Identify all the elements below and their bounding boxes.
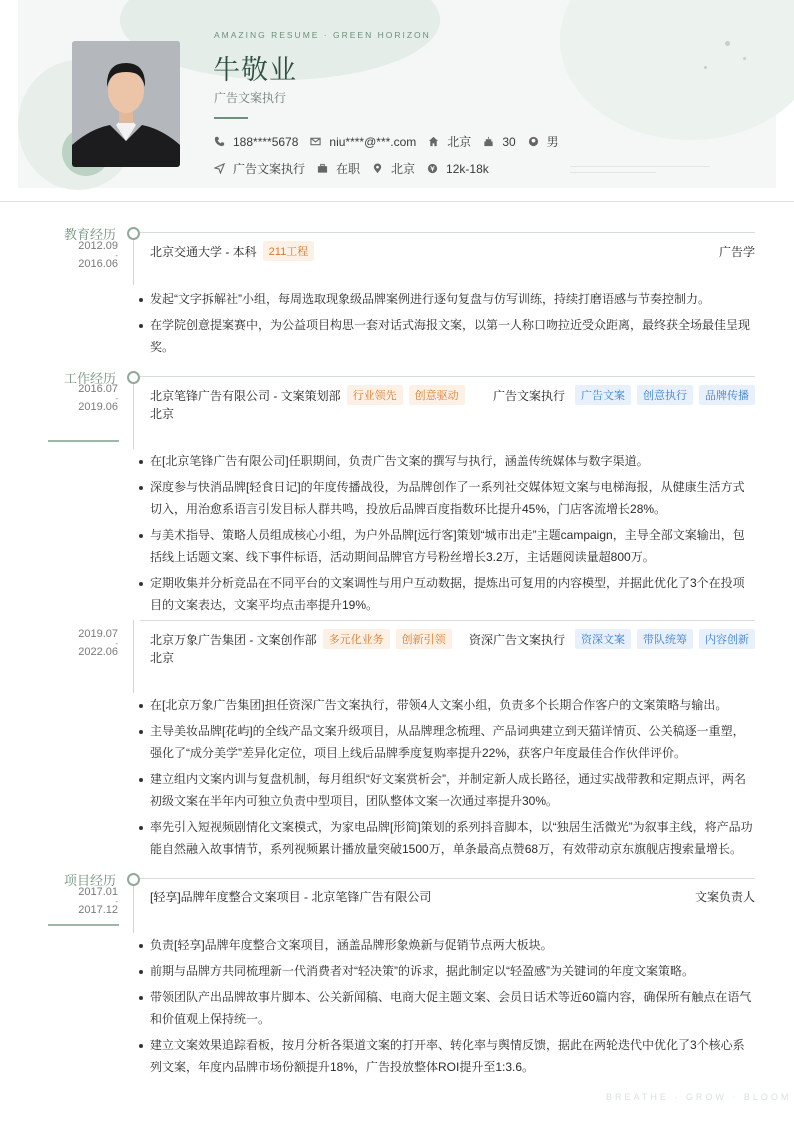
timeline-line <box>133 883 134 933</box>
job1-start-date: 2016.07 <box>78 383 118 395</box>
contact-phone-value: 188****5678 <box>233 134 299 149</box>
contact-info-row <box>214 133 571 150</box>
project-dates <box>40 887 118 916</box>
list-item: 率先引入短视频剧情化文案模式，为家电品牌[形简]策划的系列抖音脚本，以“独居生活微光”为叙事主线，将产品功能自然融入故事情节，系列视频累计播放量突破1500万，单条最高点赞68万，有效带动京东旗舰店搜索量增长。 <box>150 816 755 860</box>
job1-company: 北京笔锋广告有限公司 - 文案策划部 <box>150 388 341 403</box>
job1-dates <box>40 384 118 413</box>
list-item: 定期收集并分析竞品在不同平台的文案调性与用户互动数据，提炼出可复用的内容模型，并据此优化了3个在投项目的文案表达，文案平均点击率提升19%。 <box>150 572 755 616</box>
contact-email-value: niu****@***.com <box>329 134 417 149</box>
date-separator: - <box>115 897 118 906</box>
education-entry-header <box>150 241 755 261</box>
job2-location: 北京 <box>150 651 175 665</box>
contact-city <box>428 133 471 150</box>
intent-city <box>372 160 415 177</box>
intent-city-value: 北京 <box>391 162 416 176</box>
candidate-title: 广告文案执行 <box>214 91 287 105</box>
project-name: [轻享]品牌年度整合文案项目 - 北京笔锋广告有限公司 <box>150 890 432 904</box>
contact-age <box>483 135 515 149</box>
timeline-line <box>133 237 134 285</box>
intent-salary <box>427 162 489 176</box>
decoration-dot <box>704 66 707 69</box>
project-section-title: 项目经历 <box>63 873 116 888</box>
date-separator: - <box>115 639 118 648</box>
list-item: 建立组内文案内训与复盘机制，每月组织“好文案赏析会”，并制定新人成长路径，通过实战带教和定期点评，两名初级文案在半年内可独立负责中型项目，团队整体文案一次通过率提升30%。 <box>150 768 755 812</box>
decoration-line <box>570 166 710 167</box>
list-item: 发起“文字拆解社”小组，每周选取现象级品牌案例进行逐句复盘与仿写训练，持续打磨语感与节奏控制力。 <box>150 288 755 310</box>
timeline-line <box>133 381 134 449</box>
section-label-rule <box>48 924 119 926</box>
job-intent-row <box>214 160 501 177</box>
contact-email <box>310 135 416 149</box>
education-major: 广告学 <box>718 244 755 259</box>
job2-company: 北京万象广告集团 - 文案创作部 <box>150 632 317 647</box>
list-item: 带领团队产出品牌故事片脚本、公关新闻稿、电商大促主题文案、会员日话术等近60篇内容，确保所有触点在语气和价值观上保持统一。 <box>150 986 755 1030</box>
profile-photo-illustration <box>72 41 180 167</box>
section-rule <box>140 376 755 377</box>
project-header <box>150 888 755 905</box>
contact-gender <box>528 133 559 150</box>
education-end-date: 2016.06 <box>78 258 118 270</box>
candidate-name: 牛敬业 <box>213 55 297 85</box>
section-rule <box>140 232 755 233</box>
contact-phone <box>214 135 298 149</box>
education-school: 北京交通大学 - 本科 <box>150 244 257 259</box>
intent-salary-value: 12k-18k <box>446 161 489 176</box>
job2-skill-tag: 带队统筹 <box>637 629 693 649</box>
job1-end-date: 2019.06 <box>78 401 118 413</box>
title-divider <box>214 117 248 119</box>
contact-age-value: 30 <box>502 134 516 149</box>
job1-position: 广告文案执行 <box>492 388 565 403</box>
list-item: 与美术指导、策略人员组成核心小组，为户外品牌[远行客]策划“城市出走”主题campaign，主导全部文案输出，包括线上话题文案、线下事件标语，活动期间品牌官方号粉丝增长3.2万，主话题阅读量超800万。 <box>150 524 755 568</box>
education-bullets <box>150 288 755 362</box>
job2-company-tag: 创新引领 <box>396 629 452 649</box>
timeline-node <box>127 371 140 384</box>
cake-icon <box>483 136 494 147</box>
section-rule <box>140 620 755 621</box>
decoration-dot <box>743 57 746 60</box>
project-role: 文案负责人 <box>694 890 755 904</box>
job2-header <box>150 629 755 649</box>
section-label-rule <box>48 440 119 442</box>
briefcase-icon <box>317 163 328 174</box>
education-start-date: 2012.09 <box>78 240 118 252</box>
job2-dates <box>40 629 118 658</box>
list-item: 主导美妆品牌[花屿]的全线产品文案升级项目，从品牌理念梳理、产品词典建立到天猫详情页、公关稿逐一重塑，强化了“成分美学”差异化定位，项目上线后品牌季度复购率提升22%，获客户年度最佳合作伙伴评价。 <box>150 720 755 764</box>
gender-icon <box>528 136 539 147</box>
intent-status-value: 在职 <box>336 162 361 176</box>
decoration-line <box>570 172 656 173</box>
intent-status <box>317 160 360 177</box>
date-separator: - <box>115 394 118 403</box>
contact-gender-value: 男 <box>546 135 559 149</box>
job2-start-date: 2019.07 <box>78 628 118 640</box>
location-pin-icon <box>372 163 383 174</box>
job2-bullets <box>150 694 755 864</box>
list-item: 在学院创意提案赛中，为公益项目构思一套对话式海报文案，以第一人称口吻拉近受众距离，最终获全场最佳呈现奖。 <box>150 314 755 358</box>
list-item: 深度参与快消品牌[轻食日记]的年度传播战役，为品牌创作了一系列社交媒体短文案与电梯海报，从健康生活方式切入，用治愈系语言引发目标人群共鸣，投放后品牌百度指数环比提升45%，门店客流增长28%。 <box>150 476 755 520</box>
job1-company-tag: 创意驱动 <box>409 385 465 405</box>
section-rule <box>140 878 755 879</box>
mail-icon <box>310 136 321 147</box>
resume-tagline: AMAZING RESUME · GREEN HORIZON <box>214 30 431 40</box>
list-item: 建立文案效果追踪看板，按月分析各渠道文案的打开率、转化率与舆情反馈，据此在两轮迭代中优化了3个核心系列文案，年度内品牌市场份额提升18%，广告投放整体ROI提升至1:3.6。 <box>150 1034 755 1078</box>
job1-header <box>150 385 755 405</box>
list-item: 在[北京笔锋广告有限公司]任职期间，负责广告文案的撰写与执行，涵盖传统媒体与数字渠道。 <box>150 450 755 472</box>
timeline-node <box>127 873 140 886</box>
job1-bullets <box>150 450 755 620</box>
job2-end-date: 2022.06 <box>78 646 118 658</box>
education-dates <box>40 241 118 270</box>
job1-skill-tag: 创意执行 <box>637 385 693 405</box>
contact-city-value: 北京 <box>447 135 472 149</box>
job1-company-tag: 行业领先 <box>347 385 403 405</box>
date-separator: - <box>115 251 118 260</box>
timeline-node <box>127 227 140 240</box>
education-tag: 211工程 <box>263 241 315 261</box>
job2-position: 资深广告文案执行 <box>468 632 565 647</box>
work-section-title: 工作经历 <box>63 371 116 386</box>
intent-position <box>214 160 305 177</box>
list-item: 前期与品牌方共同梳理新一代消费者对“轻决策”的诉求，据此制定以“轻盈感”为关键词的年度文案策略。 <box>150 960 755 982</box>
salary-icon <box>427 163 438 174</box>
job1-skill-tag: 广告文案 <box>575 385 631 405</box>
project-bullets <box>150 934 755 1082</box>
job2-company-tag: 多元化业务 <box>323 629 390 649</box>
header-divider <box>0 201 794 202</box>
list-item: 负责[轻享]品牌年度整合文案项目，涵盖品牌形象焕新与促销节点两大板块。 <box>150 934 755 956</box>
project-end-date: 2017.12 <box>78 904 118 916</box>
home-icon <box>428 136 439 147</box>
footer-watermark: BREATHE · GROW · BLOOM <box>606 1092 792 1102</box>
job2-skill-tag: 内容创新 <box>699 629 755 649</box>
timeline-line <box>133 620 134 693</box>
job1-location: 北京 <box>150 407 175 421</box>
profile-photo <box>72 41 180 167</box>
education-section-title: 教育经历 <box>63 227 116 242</box>
send-icon <box>214 163 225 174</box>
project-start-date: 2017.01 <box>78 886 118 898</box>
list-item: 在[北京万象广告集团]担任资深广告文案执行，带领4人文案小组，负责多个长期合作客户的文案策略与输出。 <box>150 694 755 716</box>
job2-skill-tag: 资深文案 <box>575 629 631 649</box>
phone-icon <box>214 136 225 147</box>
decoration-dot <box>725 41 730 46</box>
job1-skill-tag: 品牌传播 <box>699 385 755 405</box>
intent-position-value: 广告文案执行 <box>233 162 306 176</box>
